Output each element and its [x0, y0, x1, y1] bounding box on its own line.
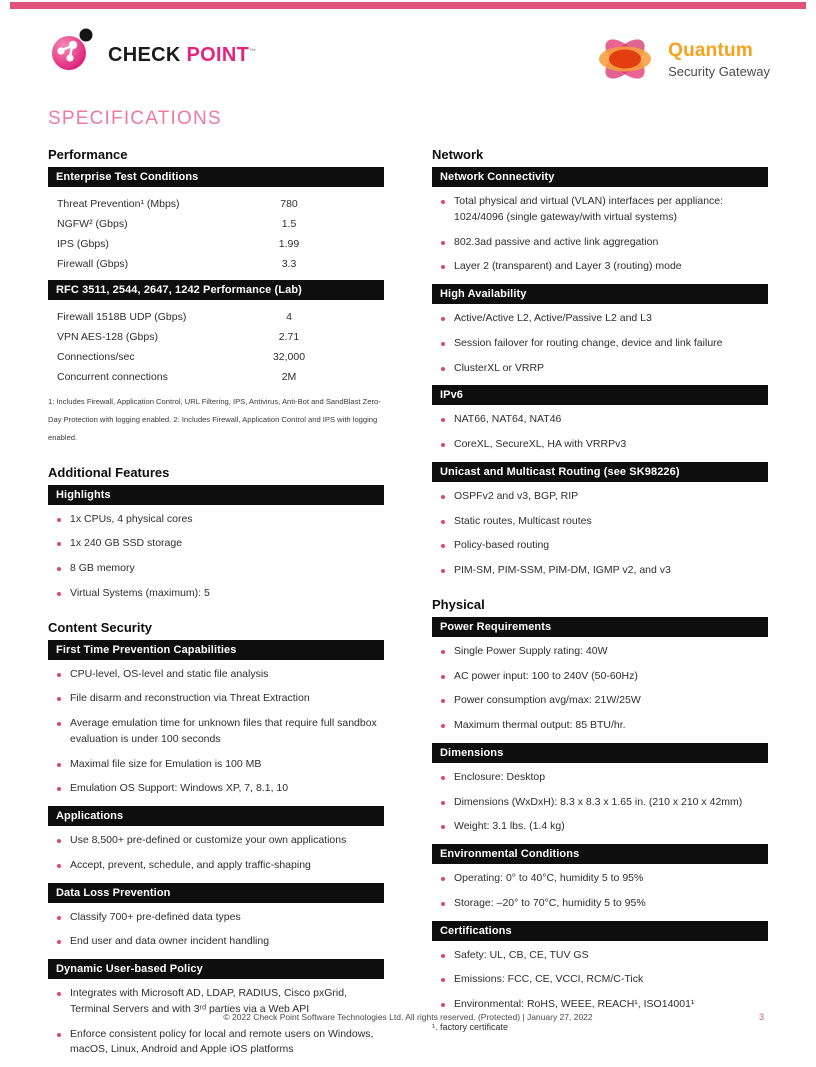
bullet-text: 802.3ad passive and active link aggregation [454, 235, 659, 248]
bullet-list [48, 910, 384, 951]
bullet-text: Enclosure: Desktop [454, 770, 546, 783]
bullet-dot-icon [441, 699, 445, 703]
check-point-logo-icon [48, 26, 100, 74]
list-item [48, 833, 384, 849]
bullet-dot-icon [441, 367, 445, 371]
subsection-header-bar: Certifications [432, 921, 768, 941]
bullet-dot-icon [441, 418, 445, 422]
bullet-dot-icon [57, 542, 61, 546]
bullet-text: Total physical and virtual (VLAN) interfaces per appliance: 1024/4096 (single gateway/with virtual systems) [454, 195, 724, 223]
bullet-text: Accept, prevent, schedule, and apply traffic-shaping [70, 858, 311, 871]
row-label: Concurrent connections [57, 371, 168, 383]
quantum-text-block [668, 40, 770, 79]
bullet-list [432, 194, 768, 275]
bullet-list [432, 770, 768, 835]
list-item [432, 871, 768, 887]
spec-section [432, 597, 768, 1032]
bullet-list [48, 833, 384, 874]
bullet-dot-icon [441, 776, 445, 780]
list-item [48, 1027, 384, 1059]
bullet-text: Classify 700+ pre-defined data types [70, 910, 241, 923]
row-label: Threat Prevention¹ (Mbps) [57, 198, 180, 210]
bullet-list [432, 644, 768, 734]
table-row [48, 234, 384, 254]
bullet-dot-icon [441, 569, 445, 573]
spec-column-left [48, 147, 384, 1067]
subsection-header-bar: Data Loss Prevention [48, 883, 384, 903]
bullet-dot-icon [57, 992, 61, 996]
bullet-text: 1x 240 GB SSD storage [70, 537, 183, 550]
bullet-text: Weight: 3.1 lbs. (1.4 kg) [454, 820, 565, 833]
footer-copyright: © 2022 Check Point Software Technologies Ltd. All rights reserved. (Protected) | January 27, 2022 [223, 1012, 593, 1022]
list-item [432, 311, 768, 327]
row-value: 4 [286, 311, 292, 323]
row-value: 1.99 [278, 238, 300, 250]
list-item [432, 412, 768, 428]
bullet-dot-icon [441, 902, 445, 906]
bullet-dot-icon [57, 864, 61, 868]
row-value: 2M [281, 371, 297, 383]
spec-columns [48, 147, 768, 1067]
list-item [48, 586, 384, 602]
list-item [432, 948, 768, 964]
bullet-list [432, 871, 768, 912]
list-item [432, 718, 768, 734]
quantum-flower-icon [594, 26, 656, 92]
bullet-dot-icon [441, 978, 445, 982]
list-item [432, 669, 768, 685]
spec-table [48, 307, 384, 387]
bullet-dot-icon [57, 787, 61, 791]
footnote: 1: Includes Firewall, Application Control, URL Filtering, IPS, Antivirus, Anti-Bot and SandBlast Zero-Day Protection with logging enabled. 2: Includes Firewall, Application Control and IPS with logging enabled. [48, 397, 381, 442]
bullet-dot-icon [441, 443, 445, 447]
subsection-header-bar: Network Connectivity [432, 167, 768, 187]
brand-word-point: POINT [186, 43, 250, 66]
bullet-text: Enforce consistent policy for local and remote users on Windows, macOS, Linux, Android and Apple iOS platforms [70, 1027, 374, 1056]
bullet-list [48, 512, 384, 602]
product-subtitle: Security Gateway [668, 63, 770, 79]
subsection-header-bar: Applications [48, 806, 384, 826]
page-title: SPECIFICATIONS [48, 108, 222, 129]
bullet-text: PIM-SM, PIM-SSM, PIM-DM, IGMP v2, and v3 [454, 564, 671, 576]
bullet-dot-icon [57, 722, 61, 726]
list-item [432, 361, 768, 377]
bullet-dot-icon [441, 801, 445, 805]
list-item [432, 795, 768, 811]
bullet-text: Static routes, Multicast routes [454, 514, 592, 527]
list-item [432, 563, 768, 579]
bullet-text: Power consumption avg/max: 21W/25W [454, 694, 641, 707]
list-item [48, 910, 384, 926]
bullet-dot-icon [441, 675, 445, 679]
page-header [0, 0, 816, 92]
subsection-header-bar: Enterprise Test Conditions [48, 167, 384, 187]
row-value: 1.5 [281, 218, 297, 230]
bullet-dot-icon [57, 592, 61, 596]
list-item [48, 716, 384, 748]
bullet-text: Active/Active L2, Active/Passive L2 and L3 [454, 312, 652, 324]
bullet-dot-icon [57, 697, 61, 701]
bullet-list [432, 412, 768, 453]
subsection-header-bar: Power Requirements [432, 617, 768, 637]
bullet-dot-icon [441, 520, 445, 524]
list-item [432, 235, 768, 251]
row-label: Firewall (Gbps) [57, 258, 129, 270]
bullet-text: Use 8,500+ pre-defined or customize your own applications [70, 834, 347, 847]
section-heading: Performance [48, 147, 128, 162]
subsection-header-bar: RFC 3511, 2544, 2647, 1242 Performance (Lab) [48, 280, 384, 300]
bullet-text: ClusterXL or VRRP [454, 361, 545, 374]
product-name: Quantum [668, 39, 753, 61]
bullet-dot-icon [441, 724, 445, 728]
row-value: 32,000 [272, 351, 306, 363]
bullet-text: Emulation OS Support: Windows XP, 7, 8.1, 10 [70, 782, 289, 795]
spec-section [48, 620, 384, 1059]
list-item [432, 514, 768, 530]
table-row [48, 194, 384, 214]
subsection-header-bar: Highlights [48, 485, 384, 505]
list-item [432, 259, 768, 275]
bullet-text: Virtual Systems (maximum): 5 [70, 586, 210, 599]
bullet-dot-icon [441, 544, 445, 548]
row-label: Connections/sec [57, 351, 135, 363]
section-heading: Additional Features [48, 464, 170, 480]
bullet-text: 8 GB memory [70, 562, 135, 575]
bullet-text: 1x CPUs, 4 physical cores [70, 512, 193, 525]
list-item [432, 538, 768, 554]
list-item [432, 693, 768, 709]
list-item [432, 489, 768, 505]
bullet-dot-icon [57, 839, 61, 843]
section-heading: Physical [432, 596, 485, 612]
bullet-text: Policy-based routing [454, 539, 550, 552]
bullet-text: End user and data owner incident handling [70, 935, 270, 948]
bullet-dot-icon [441, 650, 445, 654]
subsection-header-bar: First Time Prevention Capabilities [48, 640, 384, 660]
bullet-text: Environmental: RoHS, WEEE, REACH¹, ISO14001¹ [454, 998, 695, 1010]
bullet-text: AC power input: 100 to 240V (50-60Hz) [454, 669, 638, 682]
bullet-text: Maximum thermal output: 85 BTU/hr. [454, 719, 626, 731]
bullet-list [432, 948, 768, 1013]
bullet-text: Dimensions (WxDxH): 8.3 x 8.3 x 1.65 in. (210 x 210 x 42mm) [454, 795, 743, 808]
bullet-dot-icon [441, 265, 445, 269]
footnote: ¹. factory certificate [432, 1021, 509, 1032]
list-item [432, 819, 768, 835]
subsection-header-bar: High Availability [432, 284, 768, 304]
bullet-dot-icon [57, 763, 61, 767]
bullet-text: NAT66, NAT64, NAT46 [454, 413, 562, 426]
bullet-dot-icon [441, 877, 445, 881]
bullet-list [432, 489, 768, 579]
bullet-dot-icon [441, 317, 445, 321]
list-item [432, 644, 768, 660]
list-item [48, 561, 384, 577]
bullet-dot-icon [57, 1033, 61, 1037]
bullet-text: CoreXL, SecureXL, HA with VRRPv3 [454, 438, 627, 450]
bullet-text: Single Power Supply rating: 40W [454, 644, 608, 657]
list-item [432, 437, 768, 453]
list-item [48, 757, 384, 773]
bullet-text: Integrates with Microsoft AD, LDAP, RADIUS, Cisco pxGrid, Terminal Servers and with 3ʳᵈ parties via a Web API [70, 987, 347, 1015]
list-item [432, 997, 768, 1013]
brand-word-check: CHECK [108, 43, 181, 66]
subsection-header-bar: Dynamic User-based Policy [48, 959, 384, 979]
list-item [48, 858, 384, 874]
bullet-text: Maximal file size for Emulation is 100 MB [70, 757, 262, 770]
bullet-text: Layer 2 (transparent) and Layer 3 (routing) mode [454, 260, 682, 273]
table-row [48, 367, 384, 387]
list-item [432, 896, 768, 912]
spec-section [432, 147, 768, 579]
row-value: 780 [280, 198, 298, 210]
bullet-text: Operating: 0° to 40°C, humidity 5 to 95% [454, 872, 644, 884]
bullet-dot-icon [441, 1003, 445, 1007]
subsection-header-bar: Dimensions [432, 743, 768, 763]
table-row [48, 214, 384, 234]
section-heading: Content Security [48, 619, 153, 635]
subsection-header-bar: Environmental Conditions [432, 844, 768, 864]
bullet-dot-icon [441, 241, 445, 245]
section-heading: Network [432, 147, 484, 162]
table-row [48, 254, 384, 274]
row-label: VPN AES-128 (Gbps) [57, 331, 158, 343]
list-item [48, 667, 384, 683]
list-item [432, 194, 768, 226]
spec-section [48, 147, 384, 447]
bullet-dot-icon [441, 825, 445, 829]
quantum-logo [594, 26, 770, 92]
list-item [48, 781, 384, 797]
page-number: 3 [758, 1012, 764, 1022]
row-label: IPS (Gbps) [57, 238, 109, 250]
bullet-dot-icon [441, 495, 445, 499]
bullet-dot-icon [441, 200, 445, 204]
spec-table [48, 194, 384, 274]
subsection-header-bar: IPv6 [432, 385, 768, 405]
bullet-dot-icon [441, 954, 445, 958]
bullet-dot-icon [57, 567, 61, 571]
check-point-logo [48, 26, 256, 74]
spec-column-right [432, 147, 768, 1067]
list-item [432, 336, 768, 352]
spec-section [48, 465, 384, 602]
bullet-dot-icon [57, 518, 61, 522]
table-row [48, 327, 384, 347]
bullet-list [48, 667, 384, 798]
bullet-text: Emissions: FCC, CE, VCCI, RCM/C-Tick [454, 973, 644, 986]
bullet-list [48, 986, 384, 1058]
row-label: NGFW² (Gbps) [57, 218, 128, 230]
bullet-dot-icon [57, 916, 61, 920]
row-value: 3.3 [281, 258, 297, 270]
bullet-list [432, 311, 768, 376]
bullet-text: Average emulation time for unknown files that require full sandbox evaluation is under 100 seconds [70, 717, 377, 745]
list-item [432, 770, 768, 786]
list-item [48, 691, 384, 707]
bullet-text: File disarm and reconstruction via Threat Extraction [70, 692, 310, 705]
top-accent-bar [10, 2, 806, 9]
subsection-header-bar: Unicast and Multicast Routing (see SK98226) [432, 462, 768, 482]
bullet-dot-icon [57, 940, 61, 944]
table-row [48, 307, 384, 327]
list-item [48, 934, 384, 950]
list-item [48, 536, 384, 552]
bullet-text: Session failover for routing change, device and link failure [454, 336, 723, 349]
bullet-text: CPU-level, OS-level and static file analysis [70, 667, 269, 680]
list-item [48, 512, 384, 528]
check-point-wordmark [108, 44, 256, 67]
bullet-dot-icon [57, 673, 61, 677]
bullet-dot-icon [441, 342, 445, 346]
trademark-symbol: ™ [249, 47, 257, 55]
bullet-text: Safety: UL, CB, CE, TUV GS [454, 948, 589, 961]
list-item [432, 972, 768, 988]
table-row [48, 347, 384, 367]
bullet-text: Storage: –20° to 70°C, humidity 5 to 95% [454, 896, 646, 909]
row-label: Firewall 1518B UDP (Gbps) [57, 311, 187, 323]
row-value: 2.71 [278, 331, 300, 343]
bullet-text: OSPFv2 and v3, BGP, RIP [454, 489, 579, 502]
